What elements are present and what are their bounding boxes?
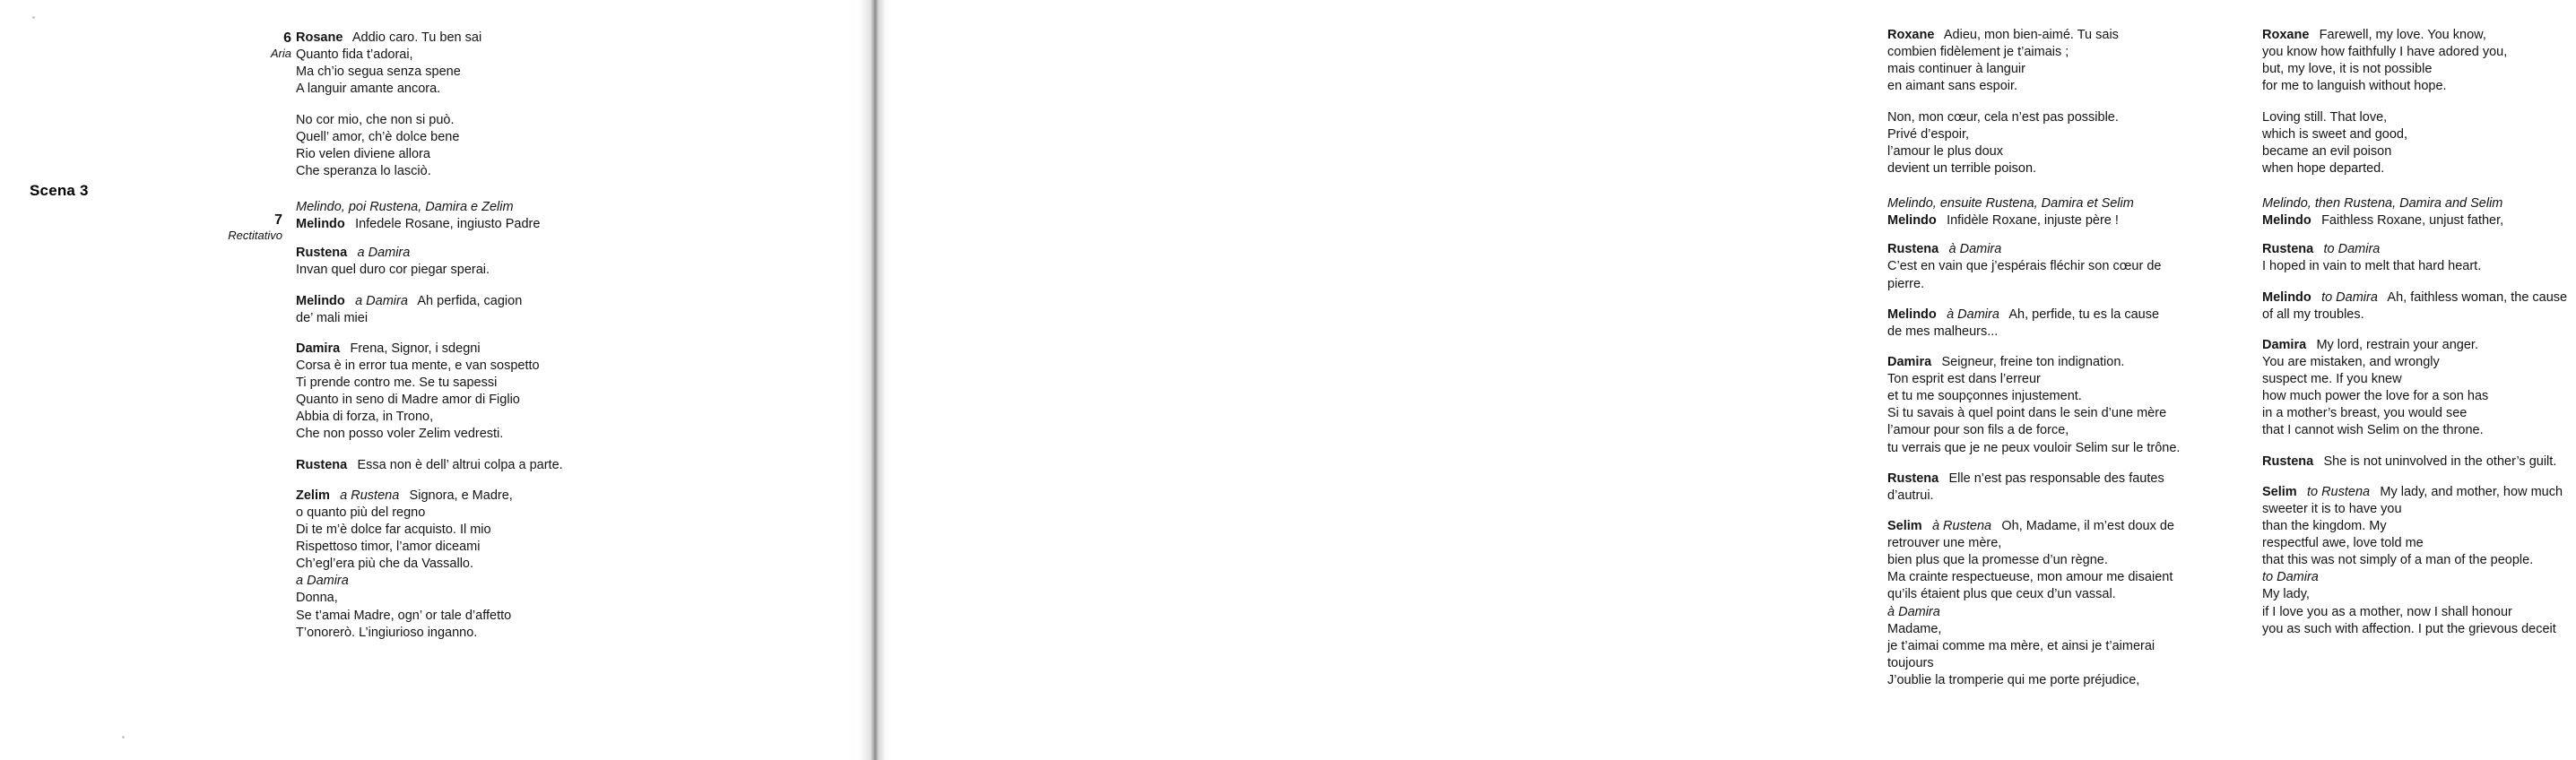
verse-line: Che non posso voler Zelim vedresti. xyxy=(296,427,504,442)
speaker-name: Melindo xyxy=(2262,289,2319,305)
movement-number: 7 xyxy=(274,212,282,228)
verse-line: Ah perfida, cagion xyxy=(417,293,523,308)
verse-line: retrouver une mère, xyxy=(1887,536,2002,550)
verse-block xyxy=(296,245,605,279)
verse-line: Farewell, my love. You know, xyxy=(2319,28,2486,42)
verse-block xyxy=(296,30,592,99)
verse-line: Corsa è in error tua mente, e van sospetto xyxy=(296,358,540,373)
verse-line: that this was not simply of a man of the people. xyxy=(2262,553,2534,568)
verse-line: when hope departed. xyxy=(2262,160,2385,176)
speaker-name: Melindo xyxy=(1887,307,1944,322)
stage-direction: to Damira xyxy=(2262,570,2319,585)
verse-line: became an evil poison xyxy=(2262,143,2392,159)
speaker-name: Rustena xyxy=(1887,471,1946,486)
verse-line: but, my love, it is not possible xyxy=(2262,62,2433,77)
verse-line: Ma ch’io segua senza spene xyxy=(296,65,461,80)
verse-line: Elle n’est pas responsable des fautes d’autrui. xyxy=(1887,471,2164,503)
verse-line: Ma crainte respectueuse, mon amour me disaient xyxy=(1887,570,2173,585)
verse-block xyxy=(2262,289,2576,324)
verse-line: Adieu, mon bien-aimé. Tu sais xyxy=(1943,28,2119,42)
verse-line: My lady, and mother, how much xyxy=(2380,484,2563,499)
verse-line: Seigneur, freine ton indignation. xyxy=(1941,354,2125,369)
verse-line: de mes malheurs... xyxy=(1887,324,1999,339)
verse-line: You are mistaken, and wrongly xyxy=(2262,354,2440,369)
verse-line: Donna, xyxy=(296,591,338,606)
verse-block xyxy=(1887,195,2201,229)
verse-line: Ton esprit est dans l’erreur xyxy=(1887,372,2041,386)
verse-line: No cor mio, che non si può. xyxy=(296,112,455,127)
verse-line: Signora, e Madre, xyxy=(409,488,513,503)
speaker-name: Damira xyxy=(1887,354,1939,369)
verse-line: Privé d’espoir, xyxy=(1887,126,1970,142)
verse-line: Rio velen diviene allora xyxy=(296,146,430,161)
stage-direction: Melindo, poi Rustena, Damira e Zelim xyxy=(296,200,514,214)
scene-heading: Scena 3 xyxy=(30,182,89,199)
verse-line: A languir amante ancora. xyxy=(296,82,441,97)
verse-line: Se t’amai Madre, ogn’ or tale d’affetto xyxy=(296,608,512,623)
verse-block xyxy=(1887,109,2188,178)
verse-line: how much power the love for a son has xyxy=(2262,389,2489,404)
verse-line: mais continuer à languir xyxy=(1887,62,2025,77)
verse-block xyxy=(1887,307,2201,341)
verse-block xyxy=(1887,241,2201,292)
verse-line: Addio caro. Tu ben sai xyxy=(351,30,482,45)
verse-line: in a mother’s breast, you would see xyxy=(2262,406,2468,421)
verse-line: qu’ils étaient plus que ceux d’un vassal. xyxy=(1887,587,2116,602)
movement-kind: Rectitativo xyxy=(228,229,282,243)
verse-line: of all my troubles. xyxy=(2262,307,2364,322)
speaker-name: Rustena xyxy=(1887,242,1946,257)
stage-direction: a Damira xyxy=(296,574,349,589)
verse-line: Faithless Roxane, unjust father, xyxy=(2321,213,2504,229)
speaker-direction: to Damira xyxy=(2321,289,2385,305)
verse-line: Madame, xyxy=(1887,621,1942,636)
speaker-direction: a Damira xyxy=(355,293,415,308)
verse-line: Invan quel duro cor piegar sperai. xyxy=(296,263,490,278)
verse-line: My lord, restrain your anger. xyxy=(2316,337,2478,352)
verse-line: Che speranza lo lasciò. xyxy=(296,163,431,178)
verse-line: Abbia di forza, in Trono, xyxy=(296,410,434,425)
verse-line: suspect me. If you knew xyxy=(2262,372,2402,386)
verse-line: My lady, xyxy=(2262,587,2310,602)
verse-line: tu verrais que je ne peux vouloir Selim sur le trône. xyxy=(1887,440,2181,455)
verse-block xyxy=(2262,195,2576,229)
verse-line: bien plus que la promesse d’un règne. xyxy=(1887,553,2108,568)
verse-line: Quell’ amor, ch’è dolce bene xyxy=(296,129,460,144)
speaker-name: Damira xyxy=(296,341,347,356)
verse-line: T’onorerò. L’ingiurioso inganno. xyxy=(296,625,478,640)
verse-block xyxy=(2262,453,2576,471)
verse-line: devient un terrible poison. xyxy=(1887,160,2037,176)
speaker-name: Melindo xyxy=(296,293,352,308)
verse-line: you as such with affection. I put the grievous deceit xyxy=(2262,621,2556,636)
stage-direction: à Damira xyxy=(1887,604,1940,619)
verse-line: l’amour le plus doux xyxy=(1887,143,2003,159)
book-gutter xyxy=(847,0,892,760)
verse-line: I hoped in vain to melt that hard heart. xyxy=(2262,259,2482,274)
speaker-name: Melindo xyxy=(296,217,352,232)
verse-block xyxy=(2262,337,2576,440)
verse-line: Oh, Madame, il m’est doux de xyxy=(2001,518,2174,533)
speaker-name: Rosane xyxy=(296,30,350,45)
verse-line: Si tu savais à quel point dans le sein d’une mère xyxy=(1887,406,2167,421)
verse-block xyxy=(296,112,592,181)
right-page xyxy=(892,0,2568,760)
verse-line: Infidèle Roxane, injuste père ! xyxy=(1947,213,2119,229)
speaker-direction: to Damira xyxy=(2323,242,2387,257)
speaker-name: Selim xyxy=(1887,518,1929,533)
verse-line: Ch’egl’era più che da Vassallo. xyxy=(296,557,474,572)
speaker-direction: à Damira xyxy=(1947,307,2007,322)
italian-recitative-column xyxy=(296,199,605,642)
verse-line: Rispettoso timor, l’amor diceami xyxy=(296,540,481,554)
movement-kind: Aria xyxy=(270,47,291,61)
verse-line: Loving still. That love, xyxy=(2262,109,2388,125)
verse-line: Infedele Rosane, ingiusto Padre xyxy=(355,217,541,232)
speaker-direction: à Damira xyxy=(1948,242,2008,257)
verse-line: Frena, Signor, i sdegni xyxy=(350,341,481,356)
movement-number: 6 xyxy=(283,30,291,46)
verse-block xyxy=(1887,27,2188,96)
speaker-direction: a Damira xyxy=(357,246,417,261)
verse-line: that I cannot wish Selim on the throne. xyxy=(2262,423,2484,438)
verse-line: Ah, faithless woman, the cause xyxy=(2387,289,2568,305)
italian-aria-column xyxy=(296,30,592,180)
verse-line: if I love you as a mother, now I shall honour xyxy=(2262,604,2512,619)
verse-line: Essa non è dell’ altrui colpa a parte. xyxy=(357,457,563,472)
english-recitative-column xyxy=(2262,195,2576,638)
verse-block xyxy=(2262,241,2576,275)
stage-direction: Melindo, ensuite Rustena, Damira et Selim xyxy=(1887,196,2134,211)
english-aria-column xyxy=(2262,27,2558,177)
verse-line: than the kingdom. My xyxy=(2262,518,2387,533)
speaker-direction: à Rustena xyxy=(1931,518,1999,533)
speaker-name: Roxane xyxy=(1887,28,1941,42)
verse-block xyxy=(1887,471,2201,505)
verse-line: Ti prende contro me. Se tu sapessi xyxy=(296,376,498,390)
french-recitative-column xyxy=(1887,195,2201,689)
verse-line: Non, mon cœur, cela n’est pas possible. xyxy=(1887,109,2119,125)
verse-line: C’est en vain que j’espérais fléchir son cœur de pierre. xyxy=(1887,259,2165,291)
verse-block xyxy=(296,488,605,642)
verse-line: Di te m’è dolce far acquisto. Il mio xyxy=(296,522,491,537)
speaker-name: Rustena xyxy=(296,246,354,261)
verse-line: de’ mali miei xyxy=(296,310,369,325)
speaker-name: Selim xyxy=(2262,484,2303,499)
verse-block xyxy=(2262,27,2558,96)
speaker-name: Rustena xyxy=(2262,242,2320,257)
french-aria-column xyxy=(1887,27,2188,177)
verse-line: Quanto in seno di Madre amor di Figlio xyxy=(296,393,520,408)
verse-block xyxy=(1887,354,2201,457)
verse-block xyxy=(2262,484,2576,638)
speaker-direction: to Rustena xyxy=(2306,484,2377,499)
speaker-name: Melindo xyxy=(1887,213,1944,229)
speaker-name: Rustena xyxy=(2262,453,2320,469)
movement-number-7 xyxy=(220,212,282,244)
verse-line: en aimant sans espoir. xyxy=(1887,79,2018,94)
verse-line: et tu me soupçonnes injustement. xyxy=(1887,389,2082,404)
verse-line: She is not uninvolved in the other’s guilt. xyxy=(2323,453,2557,469)
verse-line: which is sweet and good, xyxy=(2262,126,2408,142)
verse-block xyxy=(1887,518,2201,689)
verse-line: combien fidèlement je t’aimais ; xyxy=(1887,45,2069,60)
speaker-name: Melindo xyxy=(2262,213,2319,229)
verse-line: je t’aimai comme ma mère, et ainsi je t’aimerai toujours xyxy=(1887,638,2159,670)
verse-block xyxy=(2262,109,2558,178)
verse-line: o quanto più del regno xyxy=(296,505,426,520)
speaker-direction: a Rustena xyxy=(340,488,406,503)
speaker-name: Zelim xyxy=(296,488,337,503)
movement-number-6 xyxy=(229,30,291,62)
verse-line: sweeter it is to have you xyxy=(2262,501,2402,516)
speaker-name: Damira xyxy=(2262,337,2313,352)
speaker-name: Rustena xyxy=(296,457,354,472)
verse-line: respectful awe, love told me xyxy=(2262,536,2424,550)
stage-direction: Melindo, then Rustena, Damira and Selim xyxy=(2262,196,2503,211)
verse-block xyxy=(296,341,605,444)
verse-block xyxy=(296,199,605,233)
left-page xyxy=(0,0,852,760)
verse-line: for me to languish without hope. xyxy=(2262,79,2447,94)
verse-line: Ah, perfide, tu es la cause xyxy=(2008,307,2160,322)
verse-line: l’amour pour son fils a de force, xyxy=(1887,423,2069,438)
verse-block xyxy=(296,293,605,327)
verse-line: J’oublie la tromperie qui me porte préjudice, xyxy=(1887,673,2140,687)
verse-line: Quanto fida t’adorai, xyxy=(296,48,413,63)
speaker-name: Roxane xyxy=(2262,28,2316,42)
verse-block xyxy=(296,457,605,474)
verse-line: you know how faithfully I have adored you, xyxy=(2262,45,2508,60)
